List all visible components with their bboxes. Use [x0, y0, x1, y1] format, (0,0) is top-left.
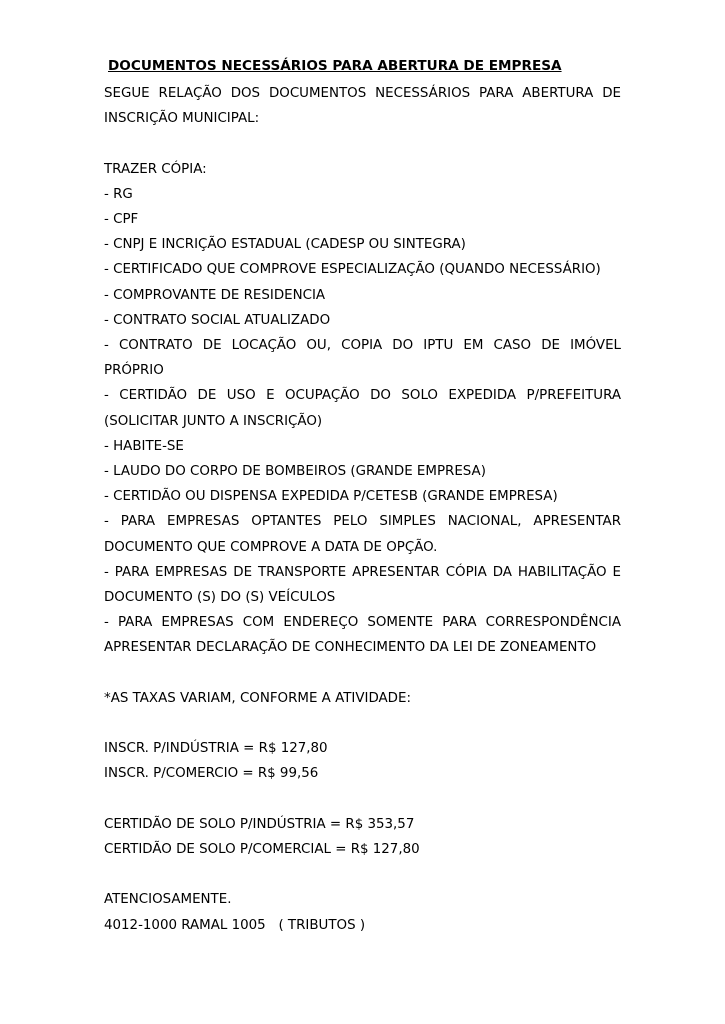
- list-item-transporte: - PARA EMPRESAS DE TRANSPORTE APRESENTAR CÓPIA DA HABILITAÇÃO E: [104, 564, 621, 580]
- fee-certidao-industria: CERTIDÃO DE SOLO P/INDÚSTRIA = R$ 353,57: [104, 816, 415, 832]
- list-item-rg: - RG: [104, 186, 133, 202]
- list-item-certidao-uso-cont: (SOLICITAR JUNTO A INSCRIÇÃO): [104, 413, 323, 429]
- closing: ATENCIOSAMENTE.: [104, 892, 232, 908]
- list-item-cpf: - CPF: [104, 212, 139, 227]
- list-item-simples: - PARA EMPRESAS OPTANTES PELO SIMPLES NACIONAL, APRESENTAR: [104, 514, 621, 530]
- list-item-transporte-cont: DOCUMENTO (S) DO (S) VEÍCULOS: [104, 590, 336, 606]
- list-item-correspondencia: - PARA EMPRESAS COM ENDEREÇO SOMENTE PARA CORRESPONDÊNCIA: [104, 615, 621, 631]
- list-item-certidao-uso: - CERTIDÃO DE USO E OCUPAÇÃO DO SOLO EXPEDIDA P/PREFEITURA: [104, 388, 621, 404]
- list-item-certificado: - CERTIFICADO QUE COMPROVE ESPECIALIZAÇÃO (QUANDO NECESSÁRIO): [104, 262, 601, 278]
- list-item-residencia: - COMPROVANTE DE RESIDENCIA: [104, 287, 326, 303]
- contact-line: 4012-1000 RAMAL 1005 ( TRIBUTOS ): [104, 917, 366, 933]
- section-heading: TRAZER CÓPIA:: [104, 161, 207, 177]
- list-item-cnpj: - CNPJ E INCRIÇÃO ESTADUAL (CADESP OU SINTEGRA): [104, 237, 466, 253]
- document-title: DOCUMENTOS NECESSÁRIOS PARA ABERTURA DE EMPRESA: [108, 58, 562, 74]
- list-item-habite-se: - HABITE-SE: [104, 438, 184, 454]
- fee-insc-industria: INSCR. P/INDÚSTRIA = R$ 127,80: [104, 741, 328, 757]
- list-item-correspondencia-cont: APRESENTAR DECLARAÇÃO DE CONHECIMENTO DA LEI DE ZONEAMENTO: [104, 640, 597, 656]
- fees-note: *AS TAXAS VARIAM, CONFORME A ATIVIDADE:: [104, 690, 411, 706]
- spacer: [104, 711, 621, 736]
- document-page: [104, 56, 621, 938]
- spacer: [104, 787, 621, 812]
- list-item-locacao: - CONTRATO DE LOCAÇÃO OU, COPIA DO IPTU EM CASO DE IMÓVEL: [104, 338, 621, 354]
- list-item-cetesb: - CERTIDÃO OU DISPENSA EXPEDIDA P/CETESB (GRANDE EMPRESA): [104, 489, 558, 505]
- fee-certidao-comercial: CERTIDÃO DE SOLO P/COMERCIAL = R$ 127,80: [104, 842, 420, 858]
- spacer: [104, 862, 621, 887]
- list-item-locacao-cont: PRÓPRIO: [104, 363, 164, 379]
- fee-insc-comercio: INSCR. P/COMERCIO = R$ 99,56: [104, 766, 319, 782]
- spacer: [104, 131, 621, 156]
- list-item-simples-cont: DOCUMENTO QUE COMPROVE A DATA DE OPÇÃO.: [104, 539, 438, 555]
- list-item-laudo: - LAUDO DO CORPO DE BOMBEIROS (GRANDE EMPRESA): [104, 464, 486, 480]
- spacer: [104, 661, 621, 686]
- list-item-contrato-social: - CONTRATO SOCIAL ATUALIZADO: [104, 312, 331, 328]
- intro-line-2: INSCRIÇÃO MUNICIPAL:: [104, 111, 260, 127]
- intro-line-1: SEGUE RELAÇÃO DOS DOCUMENTOS NECESSÁRIOS PARA ABERTURA DE: [104, 86, 621, 101]
